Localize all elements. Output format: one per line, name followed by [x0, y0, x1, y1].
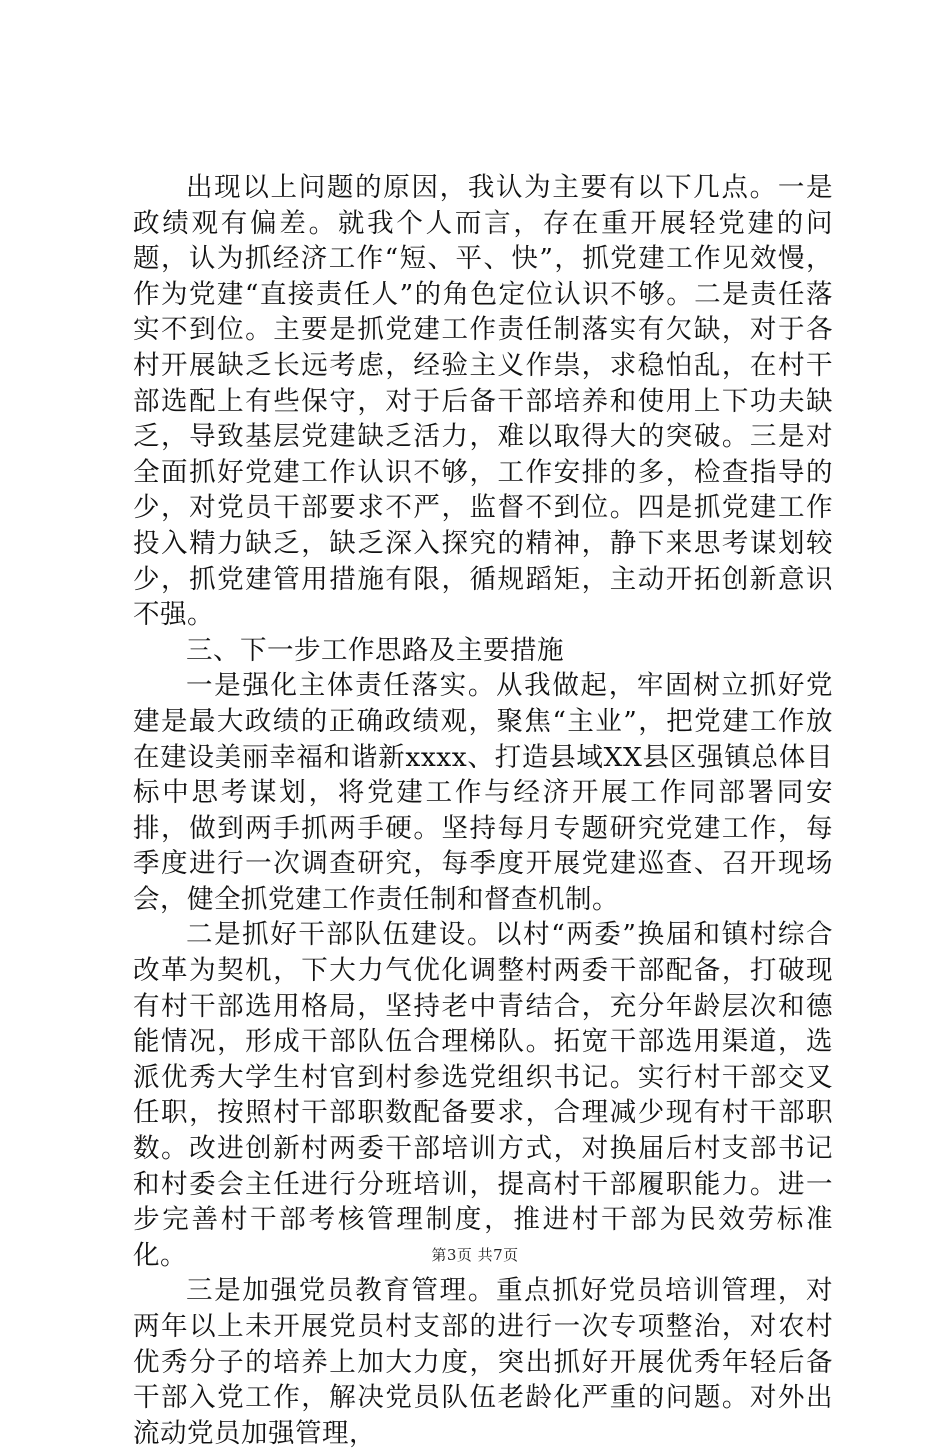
- paragraph-measure-3: 三是加强党员教育管理。重点抓好党员培训管理，对两年以上未开展党员村支部的进行一次专项整治，对农村优秀分子的培养上加大力度，突出抓好开展优秀年轻后备干部入党工作，解决党员队伍老龄化严重的问题。对外出流动党员加强管理，: [133, 1275, 833, 1449]
- paragraph-measure-2: 二是抓好干部队伍建设。以村“两委”换届和镇村综合改革为契机，下大力气优化调整村两委干部配备，打破现有村干部选用格局，坚持老中青结合，充分年龄层次和德能情况，形成干部队伍合理梯队。拓宽干部选用渠道，选派优秀大学生村官到村参选党组织书记。实行村干部交叉任职，按照村干部职数配备要求，合理减少现有村干部职数。改进创新村两委干部培训方式，对换届后村支部书记和村委会主任进行分班培训，提高村干部履职能力。进一步完善村干部考核管理制度，推进村干部为民效劳标准化。: [133, 919, 833, 1271]
- paragraph-causes: 出现以上问题的原因，我认为主要有以下几点。一是政绩观有偏差。就我个人而言，存在重开展轻党建的问题，认为抓经济工作“短、平、快”，抓党建工作见效慢，作为党建“直接责任人”的角色定位认识不够。二是责任落实不到位。主要是抓党建工作责任制落实有欠缺，对于各村开展缺乏长远考虑，经验主义作祟，求稳怕乱，在村干部选配上有些保守，对于后备干部培养和使用上下功夫缺乏，导致基层党建缺乏活力，难以取得大的突破。三是对全面抓好党建工作认识不够，工作安排的多，检查指导的少，对党员干部要求不严，监督不到位。四是抓党建工作投入精力缺乏，缺乏深入探究的精神，静下来思考谋划较少，抓党建管用措施有限，循规蹈矩，主动开拓创新意识不强。: [133, 172, 833, 631]
- page-footer: 第3页 共7页: [431, 1246, 519, 1264]
- section-heading: 三、下一步工作思路及主要措施: [186, 634, 564, 666]
- paragraph-measure-1: 一是强化主体责任落实。从我做起，牢固树立抓好党建是最大政绩的正确政绩观，聚焦“主业”，把党建工作放在建设美丽幸福和谐新xxxx、打造县域XX县区强镇总体目标中思考谋划，将党建工作与经济开展工作同部署同安排，做到两手抓两手硬。坚持每月专题研究党建工作，每季度进行一次调查研究，每季度开展党建巡查、召开现场会，健全抓党建工作责任制和督查机制。: [133, 670, 833, 915]
